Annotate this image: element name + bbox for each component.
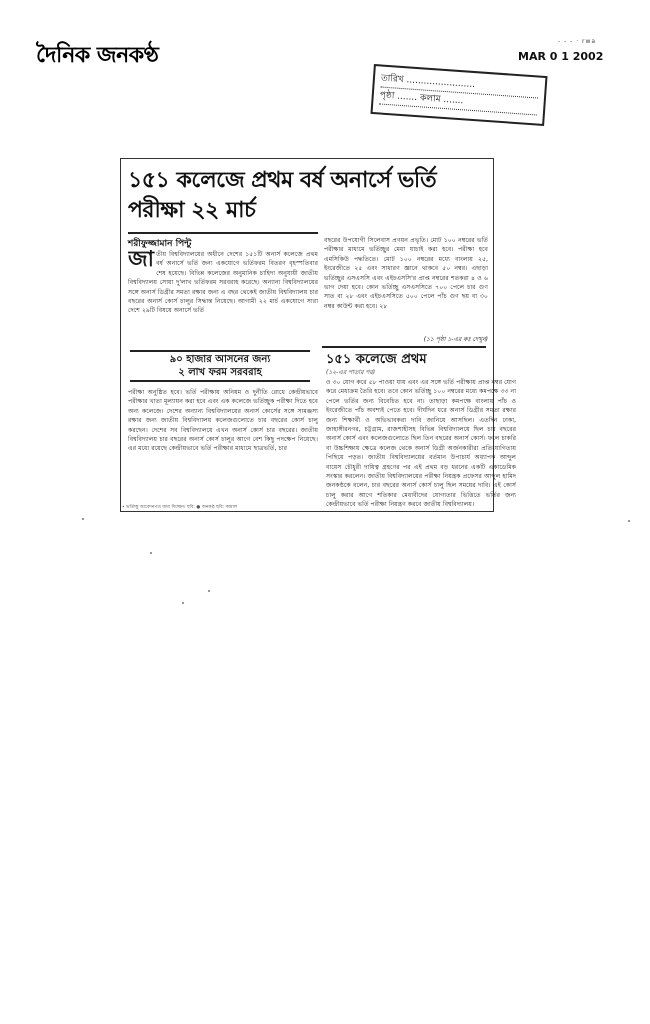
headline-line-2: পরীক্ষা ২২ মার্চ [128, 198, 256, 223]
ref-page-column-line: পৃষ্ঠা ....... কলাম ....... [379, 87, 538, 115]
continuation-top-rule [322, 346, 486, 348]
headline-line-1: ১৫১ কলেজে প্রথম বর্ষ অনার্সে ভর্তি [128, 168, 437, 193]
byline-rule [128, 232, 318, 234]
subhead-line-1: ৯০ হাজার আসনের জন্য [169, 354, 271, 365]
scan-speck [150, 552, 152, 554]
scan-speck [208, 590, 210, 592]
newspaper-masthead: দৈনিক জনকণ্ঠ [36, 43, 159, 68]
dropcap: জা [128, 250, 155, 272]
scan-speck [182, 602, 184, 604]
continuation-subline: (১২-এর পাতার পর) [326, 369, 376, 376]
article-subhead [130, 350, 310, 382]
photo-caption-strip: • ভর্তিচ্ছু আবেদনপত্র জমা দিচ্ছেন। ছবি: ● জনকণ্ঠ ছবি: কামাল [122, 505, 238, 510]
continuation-paragraph: ও ৩০ যোগ করে ৫৮ পাওয়া যায় এবং এর সঙ্গে ভর্তি পরীক্ষায় প্রাপ্ত নম্বর যোগ করে মেধাক্রম তৈরি হবে। তবে কোন ভর্তিচ্ছু ১০০ নম্বরের মধ্যে কমপক্ষে ৩৩ না পেলে ভর্তির জন্য বিবেচিত হবে না। তাছাড়া কমপক্ষে বাংলায় পাঁচ ও ইংরেজীতে পাঁচ অবশ্যই পেতে হবে। দীর্ঘদিন ধরে অনার্স ডিগ্রীর সমতা রক্ষার জন্য শিক্ষার্থী ও অভিভাবকরা দাবি জানিয়ে আসছিল। এতদিন ঢাকা, জাহাঙ্গীরনগর, চট্টগ্রাম, রাজশাহীসহ বিভিন্ন বিশ্ববিদ্যালয়ে ছিল চার বছরের অনার্স কোর্স এবং কলেজগুলোতে ছিল তিন বছরের অনার্স কোর্স। ফলে চাকরি বা উচ্চশিক্ষায় ক্ষেত্রে কলেজ থেকে অনার্স ডিগ্রী অর্জনকারীরা প্রতিযোগিতায় পিছিয়ে পড়ত। জাতীয় বিশ্ববিদ্যালয়ের বর্তমান উপাচার্য অধ্যাপক আব্দুল বায়েস চৌধুরী দায়িত্ব গ্রহণের পর এই প্রথম বড় ধরনের একটি একাডেমিক সংস্কার করলেন। জাতীয় বিশ্ববিদ্যালয়ের পরীক্ষা নিয়ন্ত্রক প্রফেসর আব্দুল হামিদ জনকণ্ঠকে বলেন, চার বছরের অনার্স কোর্স চালু ছিল সময়ের দাবি। এই কোর্স চালু করার আগে শতিকার মেধাবীদের যোগ্যতার ভিত্তিতে ভর্তির জন্য কেন্দ্রীয়ভাবে ভর্তি পরীক্ষা নিয়ন্ত্রণ করবে জাতীয় বিশ্ববিদ্যালয়। [326, 379, 516, 509]
continuation-headline: ১৫১ কলেজে প্রথম [326, 352, 427, 367]
scan-speck [628, 520, 630, 522]
article-headline [128, 166, 488, 226]
article-column-1-bottom [128, 388, 318, 500]
article-paragraph-3: বছরের উপযোগী সিলেবাস প্রণয়ন প্রভৃতি। মোট ১০০ নম্বরের ভর্তি পরীক্ষার মাধ্যমে ভর্তিচ্ছুর মেধা যাচাই করা হবে। পরীক্ষা হবে এমসিকিউ পদ্ধতিতে। মোট ১০০ নম্বরের মধ্যে বাংলায় ২৫, ইংরেজীতে ২৫ এবং সাধারণ জ্ঞানে থাকবে ৫০ নম্বর। এছাড়া ভর্তিচ্ছুর এসএসসি এবং এইচএসসি'র প্রাপ্ত নম্বরের শতকরা ৪ ও ৬ ভাগ দেয়া হবে। কোন ভর্তিচ্ছু এসএসসিতে ৭০০ পেলে চার গুণ সাত বা ২৮ এবং এইচএসসিতে ৫০০ পেলে পাঁচ গুণ ছয় বা ৩০ নম্বর কাউন্ট করা হবে। ২৮ [324, 237, 488, 310]
article-column-1-top [128, 250, 318, 346]
subhead-line-2: ২ লাখ ফরম সরবরাহ [178, 367, 262, 378]
article-byline: শরীফুজ্জামান পিন্টু [128, 239, 192, 249]
date-stamp: MAR 0 1 2002 [518, 50, 604, 63]
scan-speck [82, 518, 84, 520]
stamp-top-marks: - - - · rwa [558, 38, 597, 45]
continuation-body [326, 378, 516, 584]
continued-on-note: (১১ পৃষ্ঠা ১-এর কঃ দেখুন) [423, 336, 488, 343]
ref-date-line: তারিখ ........................ [380, 71, 539, 99]
article-column-2 [324, 236, 488, 334]
reference-stamp-box [370, 64, 547, 126]
article-paragraph-2: পরীক্ষা অনুষ্ঠিত হবে। ভর্তি পরীক্ষায় অনিয়ম ও দুর্নীতি রোধে কেন্দ্রীয়ভাবে পরীক্ষার খাতা মূল্যায়ন করা হবে এবং এক কলেজে ভর্তিচ্ছুক পরীক্ষা দিতে হবে অন্য কলেজে। দেশের অন্যান্য বিশ্ববিদ্যালয়ের অনার্স কোর্সের সঙ্গে সামঞ্জস্য রক্ষার জন্য জাতীয় বিশ্ববিদ্যালয় কলেজগুলোতে চার বছরের কোর্স চালু করছেন। দেশের সব বিশ্ববিদ্যালয়ে এখন অনার্স কোর্স চার বছরের। জাতীয় বিশ্ববিদ্যালয় চার বছরের অনার্স কোর্স চালুর আগে বেশ কিছু পদক্ষেপ নিয়েছে। এর মধ্যে রয়েছে কেন্দ্রীয়ভাবে ভর্তি পরীক্ষার মাধ্যমে ছাত্রভর্তি, চার [128, 389, 318, 453]
article-paragraph-1: তীয় বিশ্ববিদ্যালয়ের অধীনে দেশের ১৫১টি অনার্স কলেজে প্রথম বর্ষ অনার্সে ভর্তি জন্য একযোগে ভর্তিফরম বিতরণ বৃহস্পতিবার শেষ হয়েছে। বিভিন্ন কলেজের অনুমানিক চাহিদা অনুযায়ী জাতীয় বিশ্ববিদ্যালয় সোয়া দু'লাখ ভর্তিফরম সরবরাহ করেছে। অন্যান্য বিশ্ববিদ্যালয়ের সঙ্গে অনার্স ডিগ্রীর সমতা রক্ষার জন্য এ বছর থেকেই জাতীয় বিশ্ববিদ্যালয় চার বছরের অনার্স কোর্স চালুর সিদ্ধান্ত নিয়েছে। আগামী ২২ মার্চ একযোগে সারা দেশে ২৯টি বিষয়ে অনার্সে ভর্তি [128, 251, 318, 315]
